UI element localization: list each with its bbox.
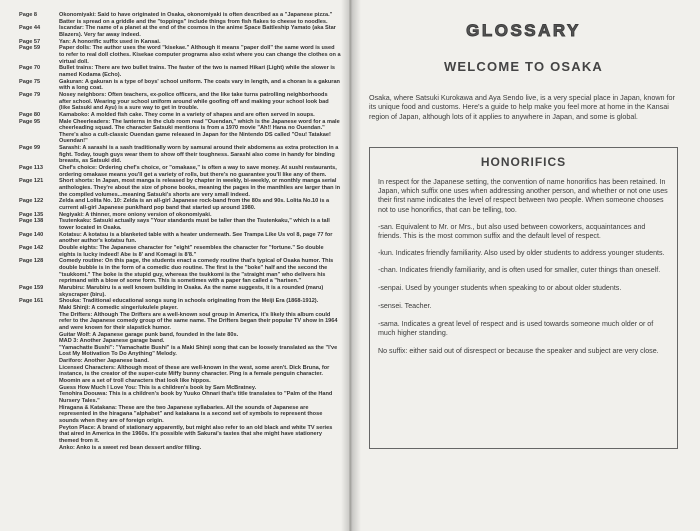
honorific-san: -san. Equivalent to Mr. or Mrs., but also used between coworkers, acquaintances and friends. This is the most common suffix and the default level of respect. — [378, 222, 646, 240]
glossary-entry — [19, 92, 341, 112]
glossary-entry — [19, 165, 341, 178]
entry-page-ref — [19, 445, 59, 452]
entry-text: Guitar Wolf: A Japanese garage punk band, founded in the late 80s. — [59, 331, 239, 338]
entry-text: Kotatsu: A kotatsu is a blanketed table with a heater underneath. See Trampa Like Us vol 8, page 77 for another author's kotatsu fun. — [59, 231, 333, 245]
entry-page-ref: Page 121 — [19, 178, 44, 185]
entry-text: Licensed Characters: Although most of these are well-known in the west, some aren't. Dick Bruna, for instance, is the creator of the super-cute Miffy bunny character. Ping is a female penguin character. Moomin are a set of troll characters that look like hippos. — [59, 364, 330, 385]
entry-page-ref: Page 140 — [19, 231, 44, 238]
entry-page-ref: Page 75 — [19, 78, 41, 85]
entry-text: Short shorts: In Japan, most manga is released by chapter in weekly, bi-weekly, or monthly manga serial anthologies. They're about the size of phone books, meaning the pages in the manthlies are larger than in the compiled volumes...meaning Satsuki's shorts are very small indeed. — [59, 178, 341, 198]
entry-text: Gakuran: A gakuran is a type of boys' school uniform. The coats vary in length, and a choran is a gakuran with a long coat. — [59, 78, 340, 92]
entry-text: Male Cheerleaders: The lanterns in the club room read "Ouendan," which is the Japanese word for a male cheerleading squad. The character Satsuki mentions is from a 1970 movie "Ah!! Hana no Ouendan." There's also a cult-classic Ouendan game released in Japan for the Nintendo DS called "Osu! Tatakae! Ouendan!" — [59, 118, 340, 145]
glossary-entry — [19, 145, 341, 165]
glossary-entry — [19, 358, 341, 365]
glossary-entry — [19, 345, 341, 358]
entry-text: Chef's choice: Ordering chef's choice, or "omakase," is often a way to save money. At sushi restaurants, ordering omakase means you'll get a variety of rolls, but there's no guarantee you'll like any of them. — [59, 165, 337, 178]
entry-page-ref — [19, 425, 59, 445]
glossary-entry — [19, 391, 341, 404]
glossary-entry — [19, 332, 341, 339]
glossary-entry — [19, 79, 341, 92]
entry-page-ref: Page 57 — [19, 38, 41, 45]
entry-page-ref — [19, 391, 59, 404]
entry-page-ref: Page 99 — [19, 145, 41, 152]
glossary-entry — [19, 232, 341, 245]
entry-page-ref: Page 70 — [19, 65, 41, 72]
entry-page-ref: Page 113 — [19, 165, 43, 172]
entry-text: Dariforo: Another Japanese band. — [59, 358, 149, 365]
glossary-entry — [19, 405, 341, 425]
glossary-entry — [19, 112, 341, 119]
entry-text: Anko: Anko is a sweet red bean dessert and/or filling. — [59, 444, 202, 451]
glossary-entry — [19, 425, 341, 445]
glossary-entry — [19, 25, 341, 38]
entry-text: Paper dolls: The author uses the word "kisekae." Although it means "paper doll" the same word is used to refer to real doll clothes. Kisekae computer programs also exist where you can change the clothes on a virtual doll. — [59, 45, 341, 65]
entry-page-ref — [19, 305, 59, 312]
glossary-entry — [19, 65, 341, 78]
entry-page-ref — [19, 365, 59, 385]
entry-text: The Drifters: Although The Drifters are a well-known soul group in America, it's likely this album could refer to the Japanese comedy group of the same name. The Drifters began their popular TV show in 1964 and were known for their slapstick humor. — [59, 311, 338, 331]
entry-text: Bullet trains: There are two bullet trains. The faster of the two is named Hikari (Light) while the slower is named Kodama (Echo). — [59, 65, 336, 78]
entry-page-ref: Page 135 — [19, 211, 44, 218]
glossary-entry — [19, 198, 341, 211]
glossary-entry — [19, 285, 341, 298]
entry-text: Sarashi: A sarashi is a sash traditionally worn by samurai around their abdomens as extra protection in a fight. Today, tough guys wear them to show off their toughness. Sarashi also come in handy for binding breasts, as Satsuki did. — [59, 145, 339, 165]
entry-text: Shouka: Traditional educational songs sung in schools originating from the Meiji Era (1868-1912). — [59, 298, 319, 305]
welcome-heading: WELCOME TO OSAKA — [443, 59, 604, 74]
glossary-notes-page — [0, 0, 349, 531]
honorifics-box — [369, 147, 678, 449]
entry-text: Nosey neighbors: Often teachers, ex-police officers, and the like take turns patrolling neighborhoods after school. Wearing your school uniform around while goofing off and making your school look bad (like Satsuki and Ayu) is a sure way to get in trouble. — [59, 91, 329, 112]
glossary-entry-list — [19, 12, 341, 451]
entry-text: Hiragana & Katakana: These are the two Japanese syllabaries. All the sounds of Japanese are represented in the hiragana "alphabet" and katakana is a second set of symbols to represent those sounds when they are of foreign origin. — [59, 404, 323, 425]
entry-text: Comedy routine: On this page, the students enact a comedy routine that's typical of Osaka humor. This double bubble is in the form of a comedic duo routine. The first is the "boke" half and the second the "tsukkomi." The boke is the stupid guy, whereas the tsukkomi is the "straight man" who delivers his reprimand with a blow of some form. This is sometimes with a paper fan called a "harisen." — [59, 258, 334, 285]
entry-text: Kamaboko: A molded fish cake. They come in a variety of shapes and are often served in soups. — [59, 111, 315, 118]
entry-text: Tsutenkaku: Satsuki actually says "Your standards must be taller than the Tsutenkaku," which is a tall tower located in Osaka. — [59, 218, 330, 231]
entry-page-ref — [19, 345, 59, 358]
entry-page-ref: Page 8 — [19, 12, 38, 18]
entry-text: Iscandar: The name of a planet at the end of the cosmos in the anime Space Battleship Yamato (aka Star Blazers). Very far away indeed. — [59, 25, 336, 38]
entry-page-ref: Page 95 — [19, 118, 41, 125]
glossary-entry — [19, 445, 341, 452]
entry-page-ref: Page 161 — [19, 298, 44, 305]
entry-text: Okonomiyaki: Said to have originated in Osaka, okonomiyaki is often described as a "Japanese pizza." Batter is spread on a griddle and the "toppings" include things from fish flakes to cheese to noodles. — [59, 12, 333, 25]
entry-page-ref — [19, 405, 59, 425]
page-title: GLOSSARY — [466, 21, 581, 40]
honorific-kun: -kun. Indicates friendly familiarity. Also used by older students to address younger students. — [378, 249, 665, 258]
glossary-entry — [19, 338, 341, 345]
glossary-entry — [19, 212, 341, 219]
entry-page-ref: Page 142 — [19, 244, 44, 251]
entry-text: Maki Shinji: A comedic singer/ukulele player. — [59, 304, 178, 311]
entry-page-ref: Page 122 — [19, 198, 44, 205]
entry-page-ref: Page 138 — [19, 218, 44, 225]
entry-page-ref: Page 44 — [19, 25, 41, 32]
glossary-entry — [19, 119, 341, 146]
welcome-intro-text: Osaka, where Satsuki Kurokawa and Aya Sendo live, is a very special place in Japan, known for its unique food and customs. Here's a guide to help make you feel more at home in the Kansai region of Japan, although lots of it applies to anywhere in Japan, and some is global. — [369, 93, 675, 121]
glossary-intro-page — [351, 0, 700, 531]
entry-page-ref: Page 59 — [19, 45, 41, 52]
glossary-entry — [19, 12, 341, 25]
glossary-entry — [19, 298, 341, 305]
honorific-sensei: -sensei. Teacher. — [378, 301, 432, 310]
entry-page-ref — [19, 312, 59, 332]
entry-text: Tenohira Doouwa: This is a children's book by Yuuko Ohnari that's title translates to "Palm of the Hand Nursery Tales." — [59, 391, 333, 405]
entry-text: Negiyaki: A thinner, more oniony version of okonomiyaki. — [59, 211, 212, 218]
entry-text: "Yamachatte Bushi": "Yamachatte Bushi" is a Maki Shinji song that can be loosely translated as the "I've Lost My Motivation To Do Anything" Melody. — [59, 344, 338, 358]
glossary-entry — [19, 218, 341, 231]
honorific-chan: -chan. Indicates friendly familiarity, and is often used for smaller, cuter things than oneself. — [378, 266, 661, 275]
glossary-entry — [19, 258, 341, 285]
honorific-senpai: -senpai. Used by younger students when speaking to or about older students. — [378, 283, 622, 292]
glossary-entry — [19, 45, 341, 65]
entry-page-ref — [19, 338, 59, 345]
entry-text: Marubiru: Marubiru is a well known building in Osaka. As the name suggests, it is a rounded (maru) skyscraper (biru). — [59, 284, 324, 298]
entry-text: Peyton Place: A brand of stationary apparently, but might also refer to an old black and white TV series that aired in America in the 1960s. It's possible with Sakurai's tastes that she might have stationery themed from it. — [59, 424, 333, 444]
glossary-entry — [19, 385, 341, 392]
entry-page-ref: Page 80 — [19, 111, 41, 118]
honorifics-intro: In respect for the Japanese setting, the convention of name honorifics has been retained. In Japan, which suffix one uses when addressing another person, and whether or not one uses their first name indicates the level of respect between two people. When someone chooses not to use honorifics, that can be telling, too. — [378, 177, 668, 214]
glossary-entry — [19, 178, 341, 198]
honorific-no-suffix: No suffix: either said out of disrespect or because the speaker and subject are very close. — [378, 347, 659, 356]
entry-page-ref: Page 79 — [19, 91, 41, 98]
book-gutter — [341, 0, 361, 531]
entry-page-ref: Page 128 — [19, 258, 44, 265]
entry-page-ref — [19, 385, 59, 392]
honorific-sama: -sama. Indicates a great level of respect and is used towards someone much older or of much higher standing. — [378, 319, 654, 338]
entry-page-ref: Page 159 — [19, 284, 44, 291]
entry-text: Double eights: The Japanese character for "eight" resembles the character for "fortune." So double eights is lucky indeed! Abe is 8' and Komagi is 8'8." — [59, 244, 324, 258]
glossary-entry — [19, 365, 341, 385]
entry-page-ref — [19, 358, 59, 365]
glossary-entry — [19, 305, 341, 312]
glossary-entry — [19, 312, 341, 332]
glossary-entry — [19, 245, 341, 258]
entry-text: MAD 3: Another Japanese garage band. — [59, 338, 165, 345]
entry-page-ref — [19, 332, 59, 339]
glossary-entry — [19, 39, 341, 46]
entry-text: Yan: A honorific suffix used in Kansai. — [59, 38, 161, 45]
honorifics-heading: HONORIFICS — [480, 154, 567, 169]
entry-text: Guess How Much I Love You: This is a children's book by Sam McBratney. — [59, 384, 257, 391]
entry-text: Zelda and Lolita No. 10: Zelda is an all-girl Japanese rock-band from the 80s and 90s. Lolita No.10 is a current all-girl Japanese punk/hard pop band that started up around 1980. — [59, 198, 330, 212]
